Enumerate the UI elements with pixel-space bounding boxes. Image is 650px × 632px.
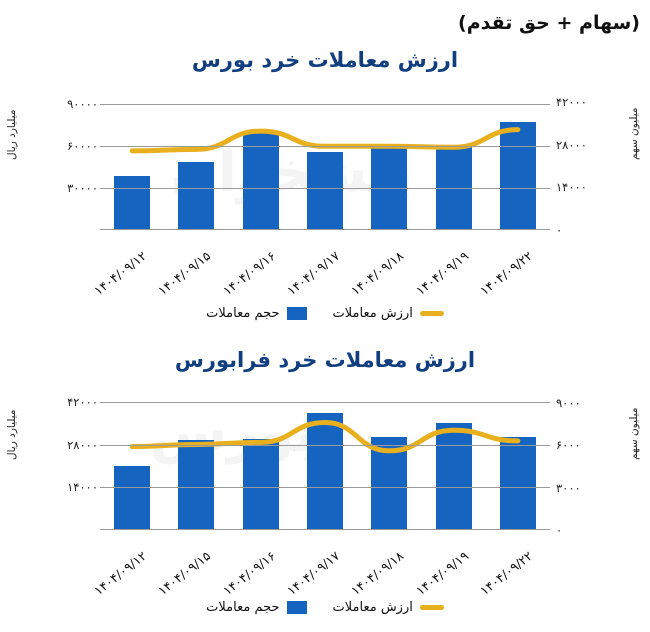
- y-tick-right: ۰: [556, 223, 563, 237]
- chart-legend: [0, 306, 650, 321]
- gridline: [100, 445, 550, 446]
- y-axis-title-left: میلیارد ریال: [6, 409, 18, 460]
- value-line: [132, 130, 518, 151]
- value-line: [132, 423, 518, 451]
- gridline: [100, 146, 550, 147]
- line-series: [100, 390, 550, 530]
- x-tick-label: ۱۴۰۴/۰۹/۱۲: [91, 248, 150, 299]
- x-tick-label: ۱۴۰۴/۰۹/۱۲: [91, 548, 150, 599]
- x-tick-label: ۱۴۰۴/۰۹/۱۵: [155, 548, 214, 599]
- legend-item-line: [333, 600, 444, 615]
- y-axis-left-ticks: [28, 90, 98, 230]
- plot-area: [100, 390, 550, 530]
- y-tick-right: ۶۰۰۰: [556, 438, 581, 453]
- y-axis-right-ticks: [556, 390, 626, 537]
- y-tick-right: ۹۰۰۰: [556, 395, 581, 410]
- legend-bar-label: حجم معاملات: [206, 600, 280, 615]
- y-tick-left: ۳۰۰۰۰: [67, 181, 98, 195]
- legend-bar-swatch-icon: [287, 307, 307, 320]
- plot-wrapper: [0, 382, 650, 542]
- x-tick-label: ۱۴۰۴/۰۹/۲۲: [476, 248, 536, 299]
- axis-baseline: [100, 529, 550, 530]
- y-tick-right: ۰: [556, 523, 563, 537]
- y-tick-left: ۶۰۰۰۰: [67, 139, 98, 153]
- y-tick-right: ۴۲۰۰۰: [556, 95, 587, 110]
- x-axis-labels: [91, 248, 550, 308]
- x-tick-label: ۱۴۰۴/۰۹/۱۵: [155, 248, 214, 299]
- x-tick-label: ۱۴۰۴/۰۹/۱۷: [284, 248, 343, 299]
- x-tick-label: ۱۴۰۴/۰۹/۱۸: [348, 548, 407, 599]
- y-tick-left: ۴۲۰۰۰: [67, 395, 98, 410]
- x-tick-label: ۱۴۰۴/۰۹/۱۶: [219, 548, 278, 599]
- x-tick-label: ۱۴۰۴/۰۹/۱۹: [412, 548, 471, 599]
- line-series: [100, 90, 550, 230]
- y-tick-right: ۱۴۰۰۰: [556, 180, 587, 195]
- legend-item-line: [333, 306, 444, 321]
- plot-area: [100, 90, 550, 230]
- y-axis-title-right: میلیون سهم: [628, 407, 640, 460]
- x-tick-label: ۱۴۰۴/۰۹/۱۹: [412, 248, 471, 299]
- x-tick-label: ۱۴۰۴/۰۹/۱۷: [284, 548, 343, 599]
- legend-bar-label: حجم معاملات: [206, 306, 280, 321]
- legend-line-swatch-icon: [420, 311, 444, 316]
- x-tick-label: ۱۴۰۴/۰۹/۱۶: [219, 248, 278, 299]
- gridline: [100, 188, 550, 189]
- x-tick-label: ۱۴۰۴/۰۹/۲۲: [476, 548, 536, 599]
- y-tick-left: ۹۰۰۰۰: [67, 97, 98, 111]
- y-tick-left: ۲۸۰۰۰: [67, 437, 98, 452]
- chart-bourse: [0, 48, 650, 338]
- x-tick-label: ۱۴۰۴/۰۹/۱۸: [348, 248, 407, 299]
- chart-title: ارزش معاملات خرد بورس: [191, 48, 459, 72]
- chart-legend: [0, 600, 650, 615]
- legend-line-label: ارزش معاملات: [332, 306, 413, 321]
- y-tick-left: ۱۴۰۰۰: [67, 480, 98, 495]
- legend-item-bar: [206, 600, 306, 615]
- y-axis-right-ticks: [556, 90, 626, 237]
- legend-line-label: ارزش معاملات: [332, 600, 413, 615]
- y-tick-right: ۳۰۰۰: [556, 480, 581, 495]
- legend-line-swatch-icon: [420, 605, 444, 610]
- y-tick-right: ۲۸۰۰۰: [556, 137, 587, 152]
- gridline: [100, 402, 550, 403]
- legend-bar-swatch-icon: [287, 601, 307, 614]
- y-axis-left-ticks: [28, 390, 98, 530]
- page-note: (سهام + حق تقدم): [458, 12, 640, 34]
- gridline: [100, 104, 550, 105]
- axis-baseline: [100, 229, 550, 230]
- y-axis-title-left: میلیارد ریال: [6, 109, 18, 160]
- legend-item-bar: [206, 306, 306, 321]
- y-axis-title-right: میلیون سهم: [628, 107, 640, 160]
- chart-title: ارزش معاملات خرد فرابورس: [174, 348, 476, 372]
- x-axis-labels: [91, 548, 550, 608]
- gridline: [100, 487, 550, 488]
- chart-farabourse: [0, 348, 650, 632]
- plot-wrapper: [0, 82, 650, 242]
